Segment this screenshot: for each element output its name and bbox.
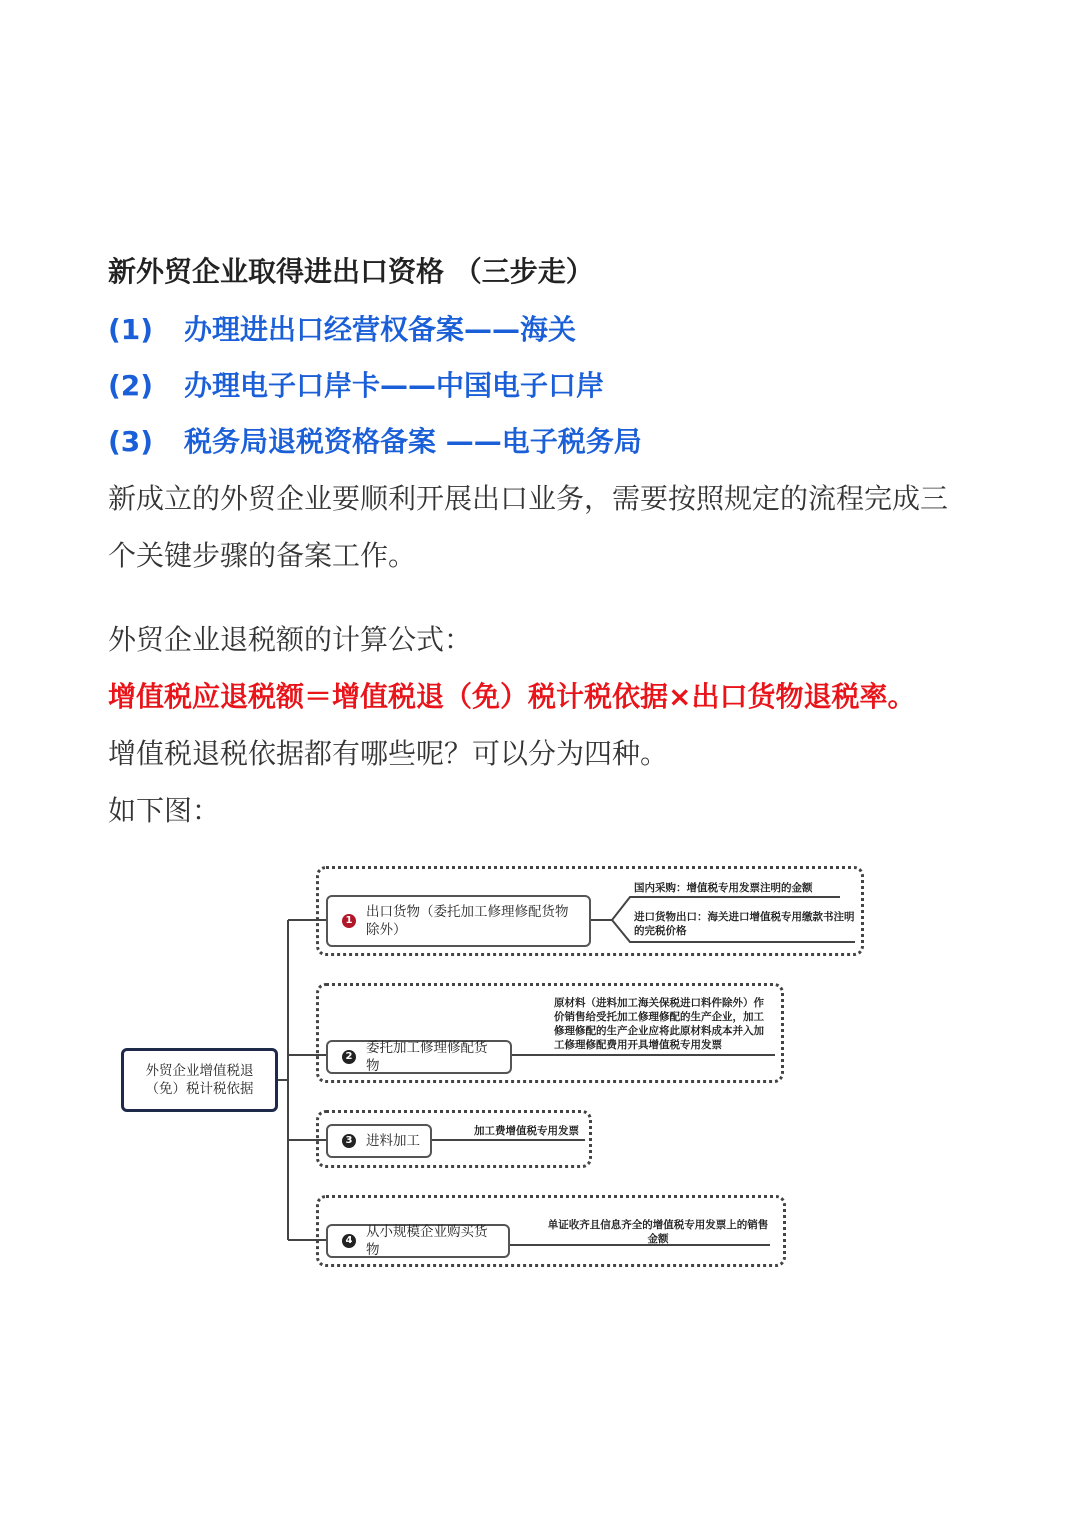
step-3-number: (3) (108, 425, 154, 458)
step-1-number: (1) (108, 313, 154, 346)
badge-3-icon: 3 (342, 1134, 356, 1148)
branch-1-label: 出口货物（委托加工修理修配货物除外） (366, 904, 569, 938)
see-below: 如下图： (108, 794, 221, 827)
group-1-border (316, 866, 864, 956)
intro-line-1: 新成立的外贸企业要顺利开展出口业务，需要按照规定的流程完成三 (108, 482, 949, 515)
branch-2-label: 委托加工修理修配货物 (366, 1040, 488, 1074)
branch-4-label: 从小规模企业购买货物 (366, 1224, 488, 1258)
branch-3 (326, 1124, 432, 1158)
connector-leaf-1a (591, 897, 840, 920)
badge-1-icon: 1 (342, 914, 356, 928)
step-2-text: 办理电子口岸卡——中国电子口岸 (184, 369, 605, 402)
intro-line-2: 个关键步骤的备案工作。 (108, 539, 417, 572)
badge-2-icon: 2 (342, 1050, 356, 1064)
step-1 (108, 310, 576, 350)
mindmap-root: 外贸企业增值税退（免）税计税依据 (121, 1048, 278, 1112)
leaf-3: 加工费增值税专用发票 (474, 1125, 579, 1137)
formula: 增值税应退税额＝增值税退（免）税计税依据×出口货物退税率。 (108, 680, 916, 713)
leaf-1a: 国内采购：增值税专用发票注明的金额 (634, 882, 813, 894)
connector-leaf-1b (612, 920, 855, 942)
question: 增值税退税依据都有哪些呢？可以分为四种。 (108, 737, 669, 770)
group-4-border (316, 1195, 786, 1267)
badge-4-icon: 4 (342, 1234, 356, 1248)
group-2-border (316, 983, 784, 1083)
leaf-4: 单证收齐且信息齐全的增值税专用发票上的销售金额 (547, 1219, 769, 1245)
formula-label: 外贸企业退税额的计算公式： (108, 623, 473, 656)
step-3-text: 税务局退税资格备案 ——电子税务局 (184, 425, 642, 458)
step-3 (108, 422, 642, 462)
heading: 新外贸企业取得进出口资格 （三步走） (108, 255, 594, 288)
branch-4 (326, 1224, 510, 1258)
branch-3-label: 进料加工 (366, 1133, 420, 1149)
branch-2 (326, 1040, 512, 1074)
step-2-number: (2) (108, 369, 154, 402)
branch-1 (326, 895, 591, 947)
step-1-text: 办理进出口经营权备案——海关 (184, 313, 577, 346)
leaf-1b: 进口货物出口：海关进口增值税专用缴款书注明的完税价格 (634, 911, 855, 937)
leaf-2: 原材料（进料加工海关保税进口料件除外）作价销售给受托加工修理修配的生产企业，加工修理修配的生产企业应将此原材料成本并入加工修理修配费用开具增值税专用发票 (554, 997, 764, 1051)
group-3-border (316, 1110, 592, 1168)
step-2 (108, 366, 604, 406)
